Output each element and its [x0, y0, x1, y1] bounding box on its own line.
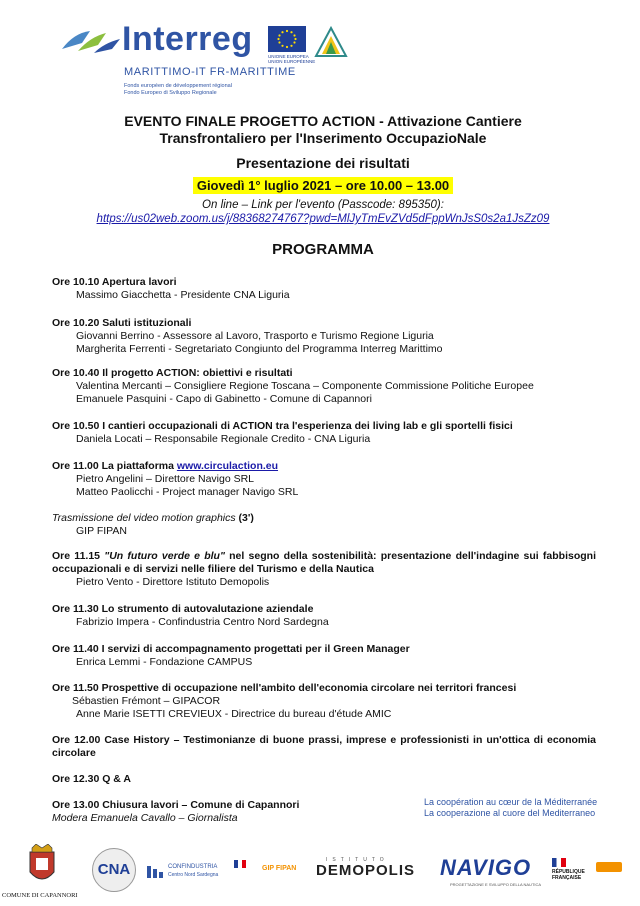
program-item — [52, 603, 596, 629]
item-heading: Ore 10.50 I cantieri occupazionali di ACTION tra l'esperienza dei living lab e gli sportelli fisici — [52, 420, 513, 432]
item-speaker: Giovanni Berrino - Assessore al Lavoro, Trasporto e Turismo Regione Liguria — [76, 330, 434, 342]
program-item — [52, 643, 596, 669]
confindustria-label-1: CONFINDUSTRIA — [168, 864, 218, 870]
marianne-small-icon — [234, 860, 246, 868]
interreg-wordmark: Interreg — [122, 20, 253, 58]
event-date: Giovedì 1° luglio 2021 – ore 10.00 – 13.00 — [193, 177, 453, 194]
cooperation-slogan — [424, 797, 597, 819]
cna-text: CNA — [97, 861, 131, 878]
cooperation-it: La cooperazione al cuore del Mediterraneo — [424, 808, 596, 818]
program-item — [52, 317, 596, 356]
item-speaker: Pietro Angelini – Direttore Navigo SRL — [76, 473, 255, 485]
item-heading: Ore 11.40 I servizi di accompagnamento progettati per il Green Manager — [52, 643, 410, 655]
fund-fr: Fonds européen de développement régional — [124, 83, 232, 89]
item-heading — [52, 460, 596, 473]
marianne-icon — [552, 858, 566, 867]
event-title-line2: Transfrontaliero per l'Inserimento OccupazioNale — [159, 130, 487, 146]
capannori-crest-icon — [24, 844, 60, 890]
item-heading: Ore 11.30 Lo strumento di autovalutazione aziendale — [52, 603, 314, 615]
action-logo-icon — [314, 26, 348, 62]
item-heading-rest: nel segno della sostenibilità: presentazione dell'indagine sui fabbisogni occupazionali e di servizi nelle filiere del Turismo e della Nautica — [52, 550, 596, 575]
program-item — [52, 420, 596, 446]
item-heading-duration: (3') — [235, 512, 254, 524]
item-heading: Ore 10.10 Apertura lavori — [52, 276, 177, 288]
program-item — [52, 460, 596, 499]
program-item — [52, 682, 596, 721]
program-item — [52, 550, 596, 589]
demopolis-top: ISTITUTO — [326, 857, 389, 863]
item-heading — [52, 512, 596, 525]
zoom-link[interactable]: https://us02web.zoom.us/j/88368274767?pwd=MlJyTmEvZVd5dFppWnJsS0s2a1JsZz09 — [96, 213, 550, 225]
eu-flag — [268, 26, 306, 52]
item-heading-time: Ore 11.00 La piattaforma — [52, 460, 177, 472]
item-speaker: Anne Marie ISETTI CREVIEUX - Directrice du bureau d'étude AMIC — [76, 708, 392, 720]
navigo-logo: NAVIGO — [440, 855, 532, 880]
item-speaker: Margherita Ferrenti - Segretariato Congiunto del Programma Interreg Marittimo — [76, 343, 443, 355]
program-item — [52, 276, 596, 302]
item-heading — [52, 550, 596, 576]
cna-logo — [92, 848, 136, 892]
confindustria-icon — [146, 864, 166, 880]
program-name: MARITTIMO-IT FR-MARITTIME — [124, 66, 296, 78]
program-item — [52, 512, 596, 538]
item-speaker: Fabrizio Impera - Confindustria Centro Nord Sardegna — [76, 616, 329, 628]
item-heading: Ore 13.00 Chiusura lavori – Comune di Capannori — [52, 799, 300, 811]
moderator-line: Modera Emanuela Cavallo – Giornalista — [52, 812, 238, 824]
circulaction-link[interactable]: www.circulaction.eu — [176, 460, 279, 472]
fund-it: Fondo Europeo di Sviluppo Regionale — [124, 90, 217, 96]
item-heading: Ore 11.50 Prospettive di occupazione nell'ambito dell'economia circolare nei territori francesi — [52, 682, 517, 694]
item-heading: Ore 10.20 Saluti istituzionali — [52, 317, 192, 329]
item-speaker: Daniela Locati – Responsabile Regionale Credito - CNA Liguria — [76, 433, 371, 445]
online-note: On line – Link per l'evento (Passcode: 895350): — [202, 199, 444, 211]
item-heading-italic: Trasmissione del video motion graphics — [52, 512, 236, 524]
cooperation-fr: La coopération au cœur de la Méditerranée — [424, 797, 598, 807]
item-heading: Ore 12.30 Q & A — [52, 773, 131, 785]
navigo-sub: PROGETTAZIONE E SVILUPPO DELLA NAUTICA — [450, 882, 542, 887]
event-subtitle: Presentazione dei risultati — [236, 155, 410, 171]
gip-fipan-logo: GIP FIPAN — [262, 865, 297, 872]
item-heading: Ore 12.00 Case History – Testimonianze di buone prassi, imprese e professionisti in un'ottica di economia circolare — [52, 734, 596, 759]
event-date-wrap — [0, 177, 640, 195]
rf-label-2: FRANÇAISE — [552, 875, 582, 881]
item-speaker: Pietro Vento - Direttore Istituto Demopolis — [76, 576, 270, 588]
event-title — [40, 113, 606, 147]
program-item — [52, 367, 596, 406]
programma-title: PROGRAMMA — [272, 241, 374, 258]
capannori-label: COMUNE DI CAPANNORI — [2, 892, 78, 899]
demopolis-logo: DEMOPOLIS — [316, 862, 416, 879]
eu-label-2: UNION EUROPÉENNE — [268, 59, 316, 64]
orange-logo-icon — [596, 862, 622, 872]
confindustria-label-2: Centro Nord Sardegna — [168, 872, 219, 878]
program-item — [52, 734, 596, 760]
eu-stars-icon — [268, 26, 306, 52]
item-speaker: Matteo Paolicchi - Project manager Navigo SRL — [76, 486, 299, 498]
interreg-swoosh-icon — [60, 27, 122, 57]
program-item — [52, 773, 596, 786]
item-speaker: Valentina Mercanti – Consigliere Regione Toscana – Componente Commissione Politiche Europee — [76, 380, 534, 392]
event-title-line1: EVENTO FINALE PROGETTO ACTION - Attivazione Cantiere — [124, 113, 522, 129]
eu-label-1: UNIONE EUROPEA — [268, 54, 309, 59]
item-speaker: Massimo Giacchetta - Presidente CNA Liguria — [76, 289, 290, 301]
item-heading-time: Ore 11.15 — [52, 550, 105, 562]
rf-label-1: RÉPUBLIQUE — [552, 869, 585, 875]
item-speaker: Sébastien Frémont – GIPACOR — [72, 695, 221, 707]
item-heading: Ore 10.40 Il progetto ACTION: obiettivi e risultati — [52, 367, 293, 379]
item-speaker: Emanuele Pasquini - Capo di Gabinetto - Comune di Capannori — [76, 393, 372, 405]
item-heading-italic: "Un futuro verde e blu" — [104, 550, 225, 562]
item-speaker: GIP FIPAN — [76, 525, 127, 537]
program-item — [52, 799, 392, 825]
item-speaker: Enrica Lemmi - Fondazione CAMPUS — [76, 656, 253, 668]
